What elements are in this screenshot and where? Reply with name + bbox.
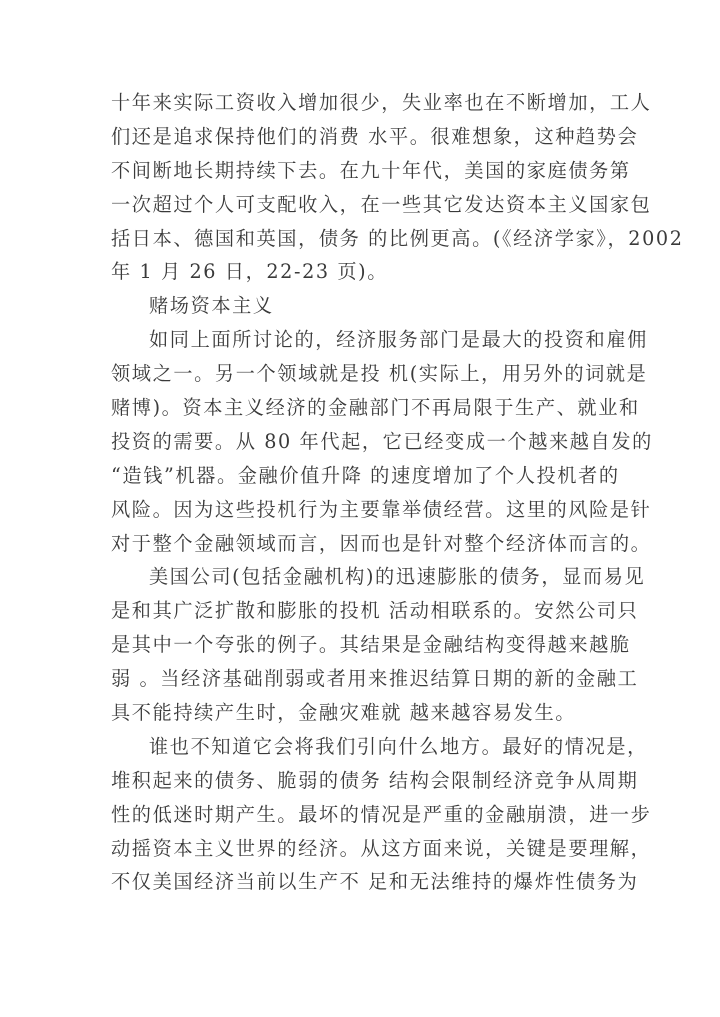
text-line: 不间断地长期持续下去。在九十年代，美国的家庭债务第 <box>111 158 631 182</box>
text-line: 年 1 月 26 日，22-23 页)。 <box>111 260 389 284</box>
text-line: 赌博)。资本主义经济的金融部门不再局限于生产、就业和 <box>111 396 640 420</box>
text-line: 美国公司(包括金融机构)的迅速膨胀的债务，显而易见 <box>149 565 646 589</box>
text-line: 谁也不知道它会将我们引向什么地方。最好的情况是， <box>149 734 648 758</box>
text-line: 对于整个金融领域而言，因而也是针对整个经济体而言的。 <box>111 531 652 555</box>
text-line: 是和其广泛扩散和膨胀的投机 活动相联系的。安然公司只 <box>111 599 639 623</box>
text-line: 括日本、德国和英国，债务 的比例更高。(《经济学家》，2002 <box>111 226 684 250</box>
text-line: 堆积起来的债务、脆弱的债务 结构会限制经济竞争从周期 <box>111 768 639 792</box>
text-line: 不仅美国经济当前以生产不 足和无法维持的爆炸性债务为 <box>111 870 639 894</box>
text-line: 如同上面所讨论的，经济服务部门是最大的投资和雇佣 <box>149 328 648 352</box>
text-line: 风险。因为这些投机行为主要靠举债经营。这里的风险是针 <box>111 497 652 521</box>
text-line: 弱 。当经济基础削弱或者用来推迟结算日期的新的金融工 <box>111 667 639 691</box>
text-line: 动摇资本主义世界的经济。从这方面来说，关键是要理解， <box>111 836 652 860</box>
text-line: 投资的需要。从 80 年代起，它已经变成一个越来越自发的 <box>111 429 653 453</box>
text-line: 们还是追求保持他们的消费 水平。很难想象，这种趋势会 <box>111 124 639 148</box>
text-line: 是其中一个夸张的例子。其结果是金融结构变得越来越脆 <box>111 633 631 657</box>
section-heading: 赌场资本主义 <box>149 294 274 318</box>
text-line: 一次超过个人可支配收入，在一些其它发达资本主义国家包 <box>111 192 652 216</box>
text-line: 十年来实际工资收入增加很少，失业率也在不断增加，工人 <box>111 91 652 114</box>
body-text <box>111 86 684 899</box>
text-line: 具不能持续产生时，金融灾难就 越来越容易发生。 <box>111 701 577 725</box>
text-line: 领域之一。另一个领域就是投 机(实际上，用另外的词就是 <box>111 362 648 386</box>
text-line: 性的低迷时期产生。最坏的情况是严重的金融崩溃，进一步 <box>111 802 652 826</box>
text-line: “造钱”机器。金融价值升降 的速度增加了个人投机者的 <box>111 463 620 487</box>
